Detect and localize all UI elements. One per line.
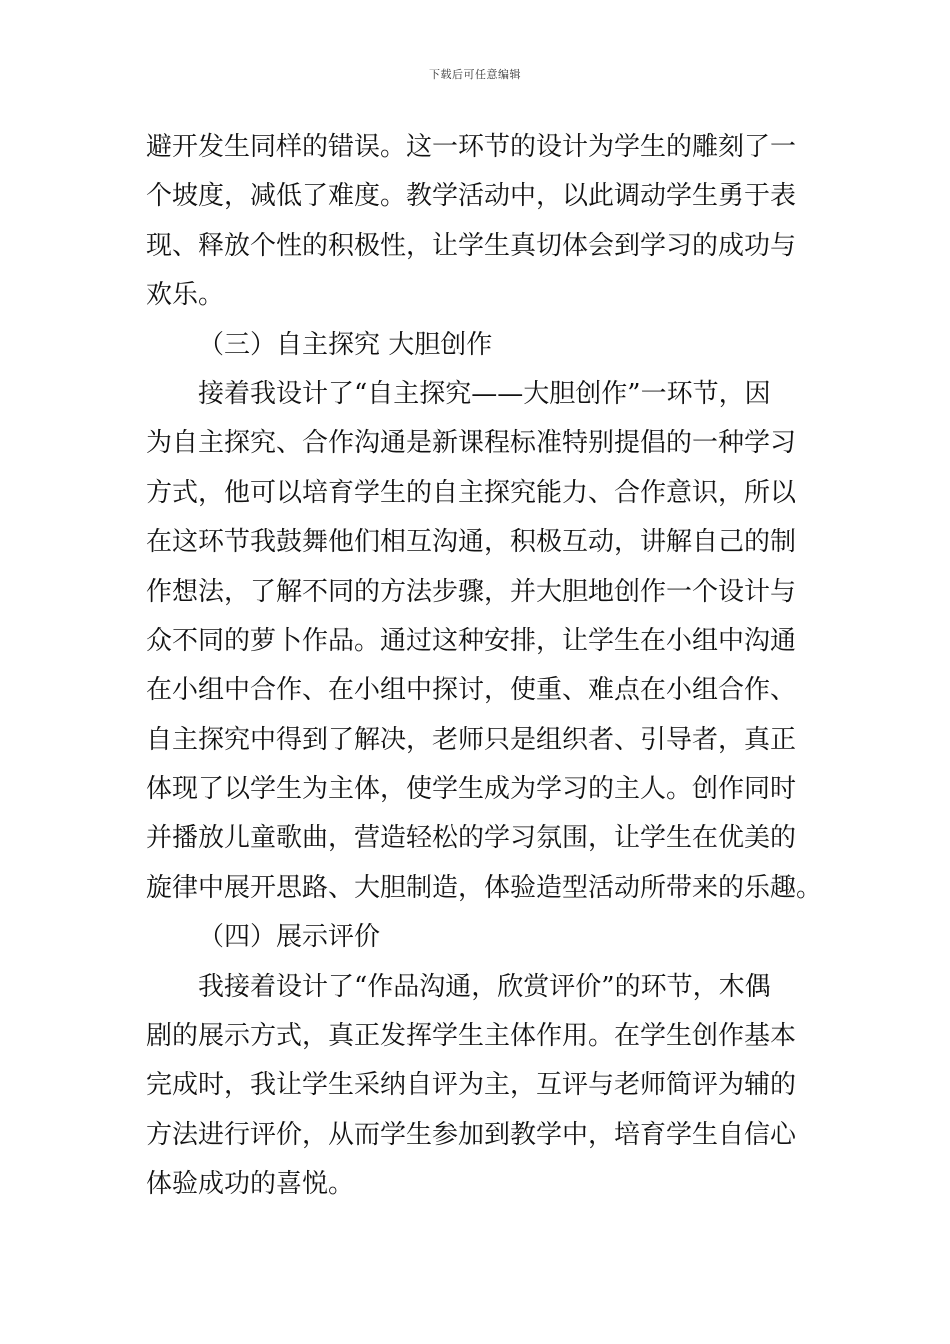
text-line: 剧的展示方式，真正发挥学生主体作用。在学生创作基本 bbox=[146, 1021, 797, 1052]
text-line: 接着我设计了“自主探究——大胆创作”一环节，因 bbox=[198, 378, 771, 409]
text-line: 自主探究中得到了解决，老师只是组织者、引导者，真正 bbox=[146, 724, 797, 755]
text-line: 完成时，我让学生采纳自评为主，互评与老师简评为辅的 bbox=[146, 1070, 797, 1101]
text-line: 现、释放个性的积极性，让学生真切体会到学习的成功与 bbox=[146, 230, 797, 261]
text-line: 在这环节我鼓舞他们相互沟通，积极互动，讲解自己的制 bbox=[146, 527, 797, 558]
page-header: 下载后可任意编辑 bbox=[429, 68, 521, 81]
text-line: 作想法，了解不同的方法步骤，并大胆地创作一个设计与 bbox=[146, 576, 797, 607]
text-line: 我接着设计了“作品沟通，欣赏评价”的环节，木偶 bbox=[198, 971, 771, 1002]
section-heading-3: （三）自主探究 大胆创作 bbox=[198, 329, 493, 360]
text-line: 众不同的萝卜作品。通过这种安排，让学生在小组中沟通 bbox=[146, 625, 797, 656]
section-heading-4: （四）展示评价 bbox=[198, 922, 381, 953]
text-line: 个坡度，减低了难度。教学活动中，以此调动学生勇于表 bbox=[146, 181, 797, 212]
text-line: 欢乐。 bbox=[146, 280, 225, 311]
text-line: 并播放儿童歌曲，营造轻松的学习氛围，让学生在优美的 bbox=[146, 823, 797, 854]
text-line: 体现了以学生为主体，使学生成为学习的主人。创作同时 bbox=[146, 774, 797, 805]
text-line: 方法进行评价，从而学生参加到教学中，培育学生自信心 bbox=[146, 1119, 797, 1150]
text-line: 为自主探究、合作沟通是新课程标准特别提倡的一种学习 bbox=[146, 428, 797, 459]
text-line: 避开发生同样的错误。这一环节的设计为学生的雕刻了一 bbox=[146, 132, 797, 162]
text-line: 在小组中合作、在小组中探讨，使重、难点在小组合作、 bbox=[146, 675, 797, 706]
text-line: 体验成功的喜悦。 bbox=[146, 1169, 355, 1200]
document-body bbox=[146, 123, 823, 1210]
text-line: 方式，他可以培育学生的自主探究能力、合作意识，所以 bbox=[146, 477, 797, 508]
text-line: 旋律中展开思路、大胆制造，体验造型活动所带来的乐趣。 bbox=[146, 872, 823, 903]
